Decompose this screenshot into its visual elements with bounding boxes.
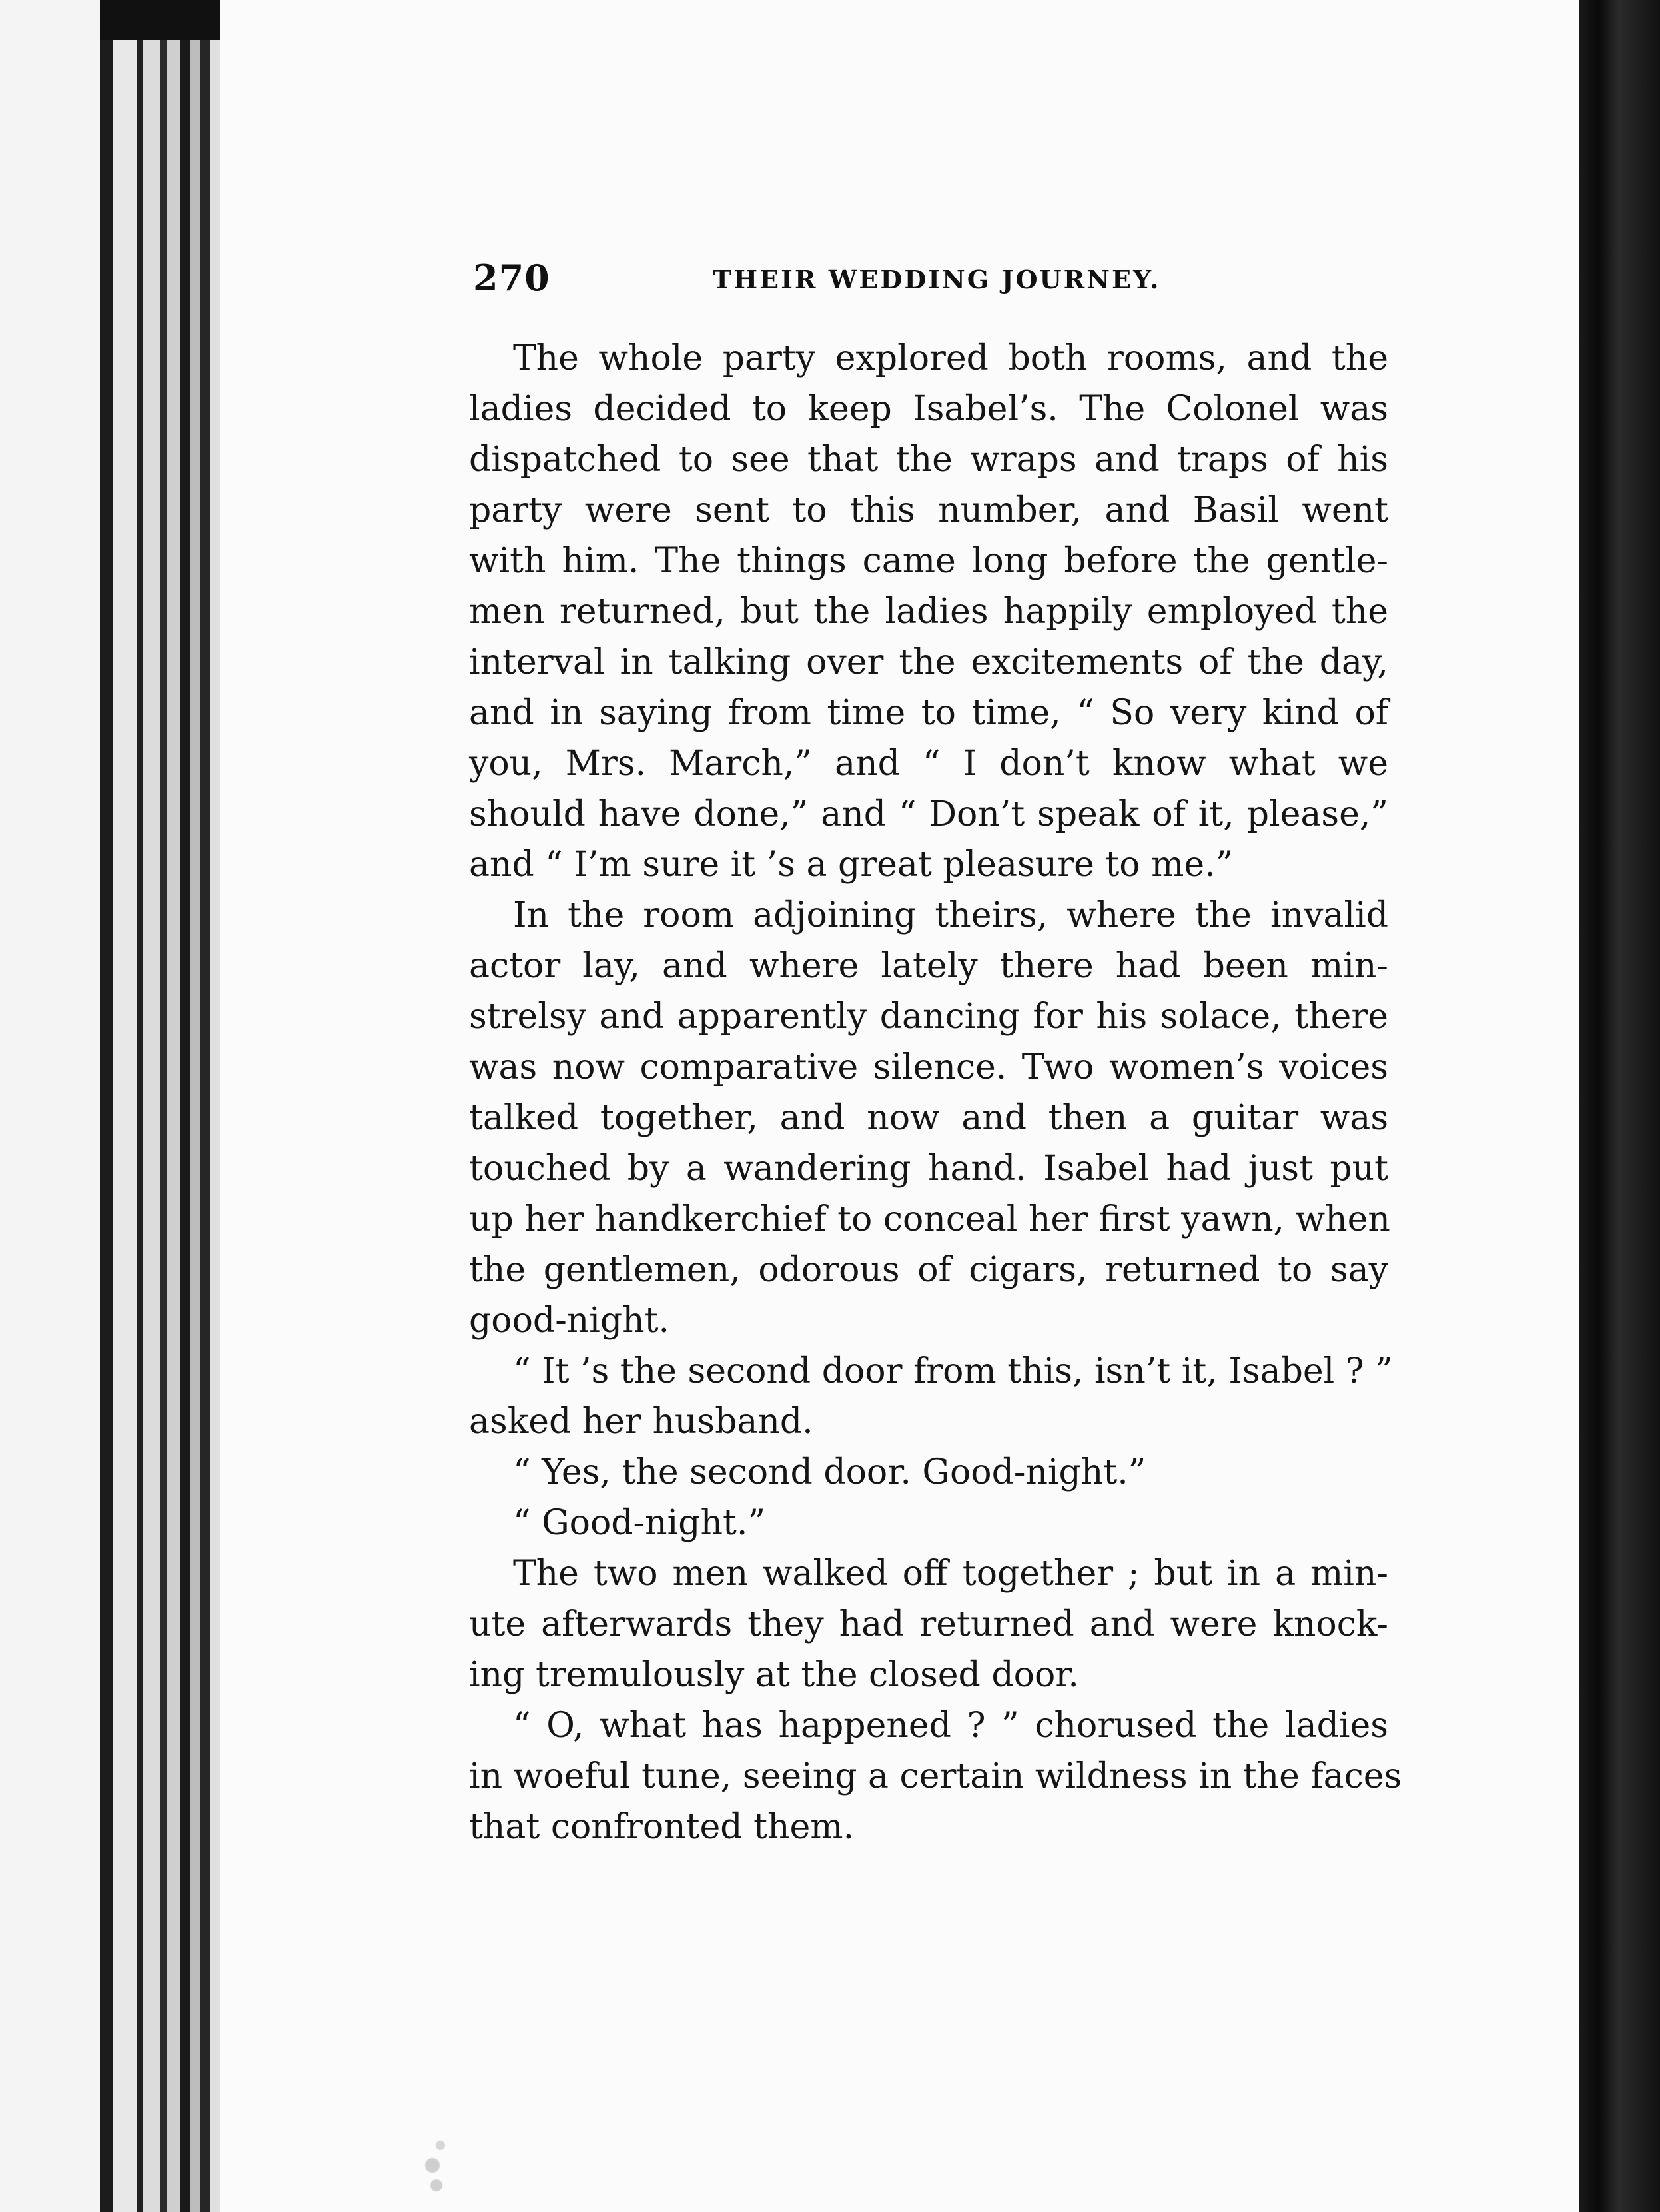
book-edge-right xyxy=(1579,0,1660,2212)
text-line: ing tremulously at the closed door. xyxy=(469,1655,1079,1695)
text-line: strelsy and apparently dancing for his solace, there xyxy=(469,997,1388,1037)
text-line: you, Mrs. March,” and “ I don’t know what we xyxy=(469,744,1388,784)
text-line: and in saying from time to time, “ So very kind of xyxy=(469,693,1388,733)
text-line: the gentlemen, odorous of cigars, returned to say xyxy=(469,1250,1388,1290)
text-line: In the room adjoining theirs, where the invalid xyxy=(513,895,1388,935)
page-number: 270 xyxy=(473,257,550,299)
text-line: “ Yes, the second door. Good-night.” xyxy=(513,1452,1146,1492)
text-line: actor lay, and where lately there had been min- xyxy=(469,946,1388,986)
text-line: that confronted them. xyxy=(469,1807,855,1847)
running-title: THEIR WEDDING JOURNEY. xyxy=(713,265,1161,294)
text-line: up her handkerchief to conceal her first yawn, when xyxy=(469,1199,1390,1239)
text-line: with him. The things came long before the gentle- xyxy=(469,541,1388,581)
text-line: was now comparative silence. Two women’s voices xyxy=(469,1047,1388,1087)
text-line: The two men walked off together ; but in a min- xyxy=(513,1554,1388,1594)
text-line: in woeful tune, seeing a certain wildness in the faces xyxy=(469,1756,1402,1796)
text-line: and “ I’m sure it ’s a great pleasure to me.” xyxy=(469,845,1234,885)
body-text xyxy=(469,333,1402,1852)
scan-artifact xyxy=(416,2132,456,2199)
text-line: interval in talking over the excitements of the day, xyxy=(469,642,1388,682)
text-line: talked together, and now and then a guitar was xyxy=(469,1098,1388,1138)
text-line: “ Good-night.” xyxy=(513,1503,766,1543)
text-line: men returned, but the ladies happily employed the xyxy=(469,592,1388,632)
text-line: “ O, what has happened ? ” chorused the ladies xyxy=(513,1706,1388,1746)
text-line: dispatched to see that the wraps and traps of his xyxy=(469,440,1388,480)
text-line: should have done,” and “ Don’t speak of it, please,” xyxy=(469,794,1388,834)
text-line: touched by a wandering hand. Isabel had just put xyxy=(469,1149,1388,1189)
text-line: asked her husband. xyxy=(469,1402,813,1442)
text-line: ute afterwards they had returned and were knock- xyxy=(469,1604,1388,1644)
text-line: ladies decided to keep Isabel’s. The Colonel was xyxy=(469,389,1388,429)
book-edge-left xyxy=(0,0,220,2212)
text-line: The whole party explored both rooms, and the xyxy=(513,338,1388,378)
text-line: “ It ’s the second door from this, isn’t it, Isabel ? ” xyxy=(513,1351,1393,1391)
text-line: party were sent to this number, and Basil went xyxy=(469,490,1388,530)
page-header xyxy=(473,257,1161,310)
text-line: good-night. xyxy=(469,1301,670,1341)
book-edge-shadow xyxy=(100,0,220,40)
